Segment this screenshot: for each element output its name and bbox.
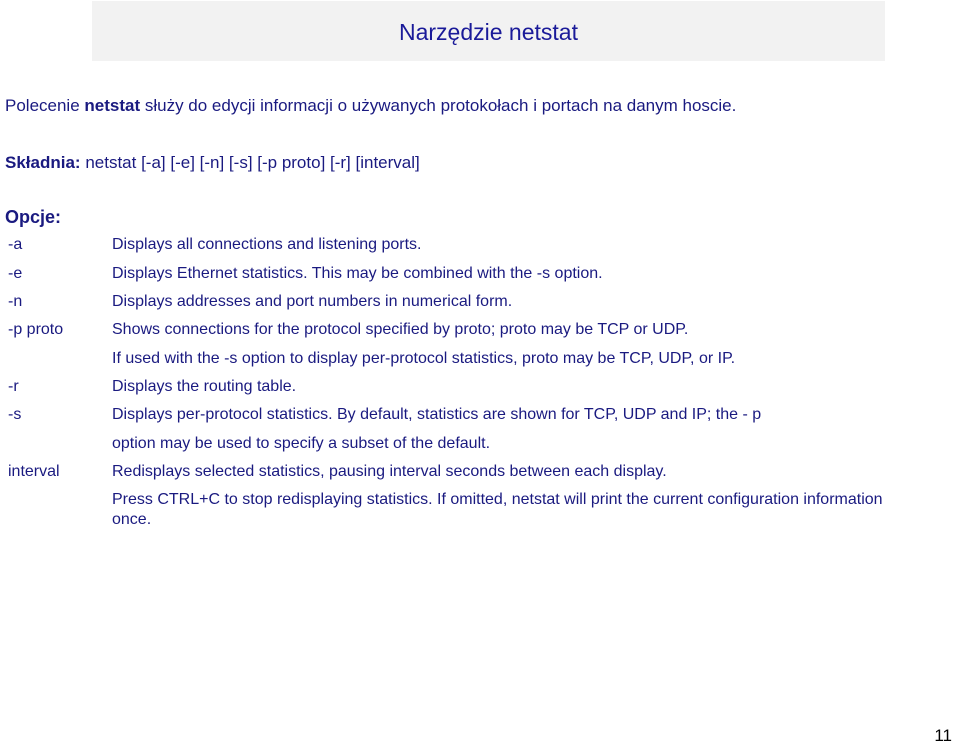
option-desc-n: Displays addresses and port numbers in numerical form. bbox=[112, 293, 513, 310]
syntax-text: netstat [-a] [-e] [-n] [-s] [-p proto] [-r] [interval] bbox=[80, 153, 420, 172]
option-desc-interval-line1: Redisplays selected statistics, pausing interval seconds between each display. bbox=[112, 463, 667, 480]
option-name-a: -a bbox=[8, 236, 23, 253]
option-desc-interval-line2: Press CTRL+C to stop redisplaying statistics. If omitted, netstat will print the current configuration information once. bbox=[112, 491, 883, 528]
intro-suffix: służy do edycji informacji o używanych protokołach i portach na danym hoscie. bbox=[140, 96, 737, 115]
option-desc-a: Displays all connections and listening ports. bbox=[112, 236, 422, 253]
syntax-line bbox=[5, 153, 420, 173]
option-name-e: -e bbox=[8, 265, 23, 282]
option-name-n: -n bbox=[8, 293, 23, 310]
option-desc-s-line2: option may be used to specify a subset of the default. bbox=[112, 435, 491, 452]
option-desc-p-proto-line2: If used with the -s option to display per-protocol statistics, proto may be TCP, UDP, or IP. bbox=[112, 350, 736, 367]
options-heading: Opcje: bbox=[5, 207, 62, 227]
intro-prefix: Polecenie bbox=[5, 96, 85, 115]
syntax-label: Składnia: bbox=[5, 153, 81, 172]
option-name-s: -s bbox=[8, 406, 22, 423]
page-number: 11 bbox=[934, 726, 952, 745]
option-desc-s-line1: Displays per-protocol statistics. By default, statistics are shown for TCP, UDP and IP; the - p bbox=[112, 406, 762, 423]
intro-command: netstat bbox=[84, 96, 141, 115]
option-desc-e: Displays Ethernet statistics. This may be combined with the -s option. bbox=[112, 265, 603, 282]
option-name-r: -r bbox=[8, 378, 19, 395]
option-desc-p-proto-line1: Shows connections for the protocol specified by proto; proto may be TCP or UDP. bbox=[112, 321, 689, 338]
option-name-interval: interval bbox=[8, 463, 60, 480]
option-desc-r: Displays the routing table. bbox=[112, 378, 297, 395]
option-name-p-proto: -p proto bbox=[8, 321, 64, 338]
intro-paragraph bbox=[5, 96, 736, 116]
page-title: Narzędzie netstat bbox=[399, 19, 578, 45]
title-banner bbox=[92, 1, 885, 61]
